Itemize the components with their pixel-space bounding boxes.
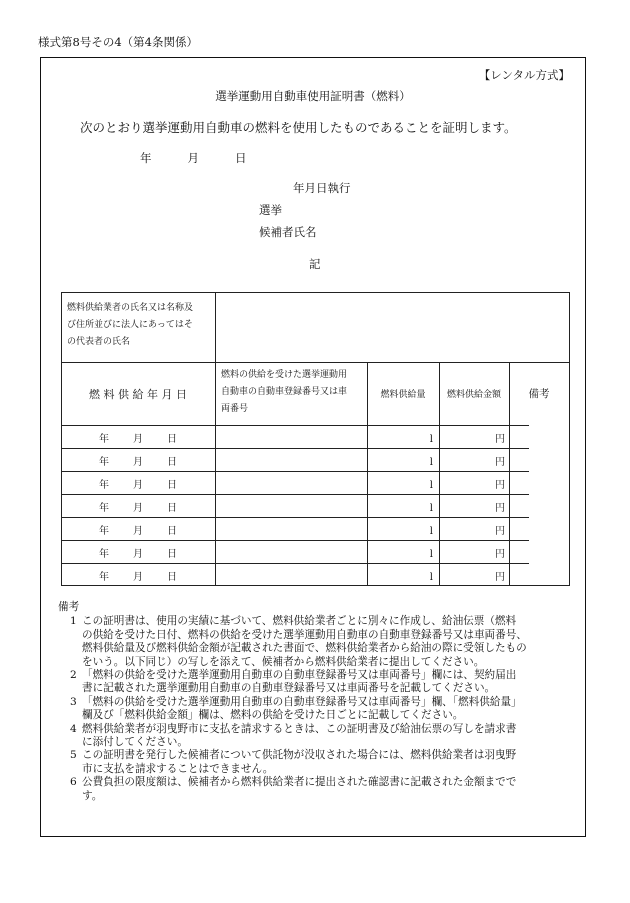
row-year-label: 年 xyxy=(99,503,109,514)
date-cell[interactable] xyxy=(61,546,215,563)
document-title: 選挙運動用自動車使用証明書（燃料） xyxy=(215,89,411,103)
issue-month-label: 月 xyxy=(187,151,199,165)
table-row[interactable] xyxy=(61,426,509,449)
fuel-amount-cell[interactable]: 円 xyxy=(495,503,505,514)
note-line: この証明書は、使用の実績に基づいて、燃料供給業者ごとに別々に作成し、給油伝票（燃料 xyxy=(82,615,517,628)
row-month-label: 月 xyxy=(133,457,143,468)
fuel-amount-cell[interactable]: 円 xyxy=(495,526,505,537)
issue-date[interactable] xyxy=(140,150,247,166)
note-line: 欄及び「燃料供給金額」欄は、燃料の供給を受けた日ごとに記載してください。 xyxy=(82,709,464,722)
note-line: 書に記載された選挙運動用自動車の自動車登録番号又は車両番号を記載してください。 xyxy=(82,682,496,695)
date-cell[interactable] xyxy=(61,523,215,540)
row-day-label: 日 xyxy=(167,526,177,537)
note-line: 「燃料の供給を受けた選挙運動用自動車の自動車登録番号又は車両番号」欄には、契約届出 xyxy=(82,669,517,682)
fuel-quantity-cell[interactable]: l xyxy=(429,457,433,468)
row-month-label: 月 xyxy=(133,480,143,491)
row-year-label: 年 xyxy=(99,549,109,560)
supplier-label-line: び住所並びに法人にあってはそ xyxy=(67,320,193,330)
note-line: す。 xyxy=(82,789,103,802)
row-year-label: 年 xyxy=(99,572,109,583)
note-line: 燃料供給業者が羽曳野市に支払を請求するときは、この証明書及び給油伝票の写しを請求書 xyxy=(82,722,517,735)
form-number: 様式第8号その4（第4条関係） xyxy=(38,35,198,49)
note-line: に添付してください。 xyxy=(82,736,188,749)
issue-day-label: 日 xyxy=(235,151,247,165)
note-item xyxy=(58,776,578,803)
vehicle-number-cell[interactable] xyxy=(216,426,366,448)
vehicle-number-cell[interactable] xyxy=(216,518,366,540)
ki-marker: 記 xyxy=(309,257,321,271)
fuel-amount-cell[interactable]: 円 xyxy=(495,549,505,560)
note-item xyxy=(58,749,578,776)
note-line: 燃料供給量及び燃料供給金額が記載された書面で、燃料供給業者から給油の際に受領したもの xyxy=(82,642,527,655)
note-item xyxy=(58,723,578,750)
note-number: 1 xyxy=(70,615,77,628)
date-cell[interactable] xyxy=(61,569,215,586)
fuel-amount-cell[interactable]: 円 xyxy=(495,457,505,468)
table-border-right xyxy=(569,292,570,586)
election-execution-date[interactable] xyxy=(293,180,351,196)
note-item xyxy=(58,615,578,669)
supplier-label xyxy=(67,300,213,351)
row-year-label: 年 xyxy=(99,526,109,537)
vehicle-number-cell[interactable] xyxy=(216,495,366,517)
header-remarks: 備考 xyxy=(528,388,550,400)
issue-year-label: 年 xyxy=(140,151,152,165)
row-day-label: 日 xyxy=(167,480,177,491)
row-day-label: 日 xyxy=(167,549,177,560)
supplier-label-line: 燃料供給業者の氏名又は名称及 xyxy=(67,303,194,313)
table-row[interactable] xyxy=(61,472,509,495)
fuel-amount-cell[interactable]: 円 xyxy=(495,480,505,491)
note-line: 市に支払を請求することはできません。 xyxy=(82,762,274,775)
note-number: 5 xyxy=(70,749,77,762)
row-month-label: 月 xyxy=(133,503,143,514)
vehicle-number-cell[interactable] xyxy=(216,541,366,563)
exec-year-label: 年 xyxy=(293,181,305,195)
fuel-quantity-cell[interactable]: l xyxy=(429,434,433,445)
fuel-quantity-cell[interactable]: l xyxy=(429,549,433,560)
header-vehicle-line: 燃料の供給を受けた選挙運動用 xyxy=(221,370,348,380)
exec-month-label: 月 xyxy=(304,181,316,195)
rental-method-label: 【レンタル方式】 xyxy=(478,68,570,82)
row-year-label: 年 xyxy=(99,457,109,468)
certification-statement: 次のとおり選挙運動用自動車の燃料を使用したものであることを証明します。 xyxy=(80,120,517,135)
table-row[interactable] xyxy=(61,518,509,541)
table-row[interactable] xyxy=(61,495,509,518)
note-number: 6 xyxy=(70,776,77,789)
table-row[interactable] xyxy=(61,541,509,564)
header-supply-date: 燃 料 供 給 年 月 日 xyxy=(89,388,187,401)
vehicle-number-cell[interactable] xyxy=(216,472,366,494)
row-year-label: 年 xyxy=(99,480,109,491)
note-number: 2 xyxy=(70,669,77,682)
note-line: をいう。以下同じ）の写しを添えて、候補者から燃料供給業者に提出してください。 xyxy=(82,655,485,668)
fuel-quantity-cell[interactable]: l xyxy=(429,480,433,491)
vehicle-number-cell[interactable] xyxy=(216,564,366,585)
notes-heading: 備考 xyxy=(58,601,80,613)
table-rule xyxy=(61,362,569,363)
remarks-input[interactable] xyxy=(510,426,568,584)
row-month-label: 月 xyxy=(133,434,143,445)
row-day-label: 日 xyxy=(167,457,177,468)
supplier-label-line: の代表者の氏名 xyxy=(67,337,131,347)
fuel-amount-cell[interactable]: 円 xyxy=(495,434,505,445)
row-day-label: 日 xyxy=(167,503,177,514)
fuel-quantity-cell[interactable]: l xyxy=(429,503,433,514)
header-vehicle-line: 自動車の自動車登録番号又は車 xyxy=(221,387,348,397)
table-row[interactable] xyxy=(61,564,509,586)
date-cell[interactable] xyxy=(61,454,215,471)
header-fuel-quantity: 燃料供給量 xyxy=(380,390,426,400)
row-day-label: 日 xyxy=(167,434,177,445)
header-vehicle-number xyxy=(221,367,365,418)
note-line: 公費負担の限度額は、候補者から燃料供給業者に提出された確認書に記載された金額までで xyxy=(82,776,517,789)
row-day-label: 日 xyxy=(167,572,177,583)
table-row[interactable] xyxy=(61,449,509,472)
note-item xyxy=(58,696,578,723)
date-cell[interactable] xyxy=(61,500,215,517)
date-cell[interactable] xyxy=(61,477,215,494)
vehicle-number-cell[interactable] xyxy=(216,449,366,471)
row-month-label: 月 xyxy=(133,526,143,537)
fuel-supply-table xyxy=(61,292,569,585)
header-vehicle-line: 両番号 xyxy=(221,404,249,414)
note-line: の供給を受けた日付、燃料の供給を受けた選挙運動用自動車の自動車登録番号又は車両番号、 xyxy=(82,628,527,641)
exec-day-label: 日執行 xyxy=(316,181,351,195)
candidate-name-field[interactable]: 候補者氏名 xyxy=(259,225,317,239)
notes-section xyxy=(58,601,578,803)
supplier-input[interactable] xyxy=(217,293,567,361)
note-line: 「燃料の供給を受けた選挙運動用自動車の自動車登録番号又は車両番号」欄、「燃料供給量」 xyxy=(82,695,522,708)
note-line: この証明書を発行した候補者について供託物が没収された場合には、燃料供給業者は羽曳野 xyxy=(82,749,517,762)
note-number: 3 xyxy=(70,695,77,708)
election-field[interactable]: 選挙 xyxy=(259,203,282,217)
row-month-label: 月 xyxy=(133,549,143,560)
fuel-quantity-cell[interactable]: l xyxy=(429,526,433,537)
fuel-quantity-cell[interactable]: l xyxy=(429,572,433,583)
note-number: 4 xyxy=(70,722,77,735)
note-item xyxy=(58,669,578,696)
header-fuel-amount: 燃料供給金額 xyxy=(446,390,501,400)
fuel-amount-cell[interactable]: 円 xyxy=(495,572,505,583)
date-cell[interactable] xyxy=(61,431,215,448)
row-year-label: 年 xyxy=(99,434,109,445)
row-month-label: 月 xyxy=(133,572,143,583)
